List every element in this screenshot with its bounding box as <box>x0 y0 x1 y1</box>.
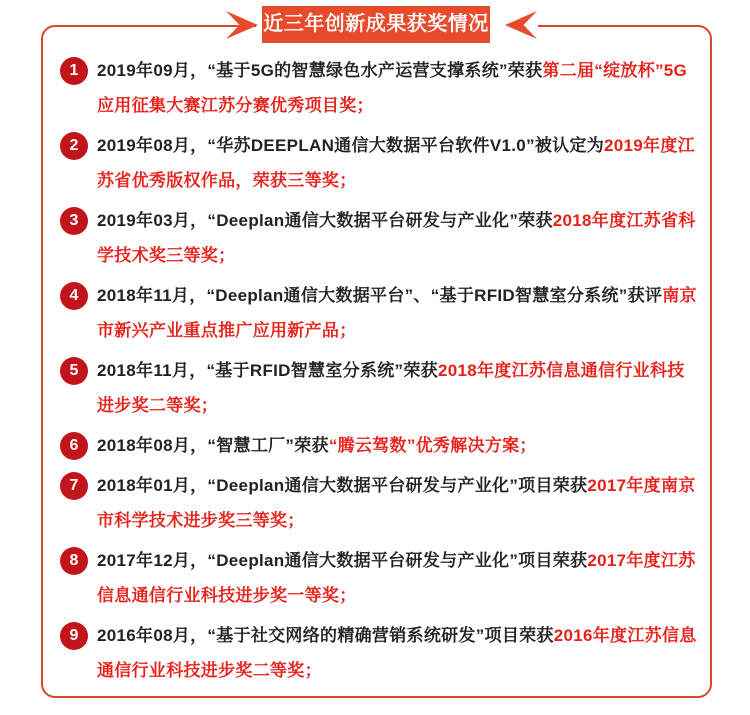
item-number-badge: 3 <box>60 207 88 235</box>
item-text <box>97 53 701 123</box>
item-text-black: 2019年03月，“Deeplan通信大数据平台研发与产业化”荣获 <box>97 211 553 230</box>
item-text-highlight: “腾云驾数”优秀解决方案； <box>328 436 537 455</box>
item-number-badge: 6 <box>60 432 88 460</box>
item-number-badge: 5 <box>60 357 88 385</box>
item-number-badge: 1 <box>60 57 88 85</box>
item-text <box>97 203 701 273</box>
list-item <box>60 53 705 123</box>
item-number-badge: 2 <box>60 132 88 160</box>
item-text-highlight: 2017年度南京市科学技术进步奖三等奖； <box>97 476 696 530</box>
item-text-highlight: 2016年度江苏信息通信行业科技进步奖二等奖； <box>97 626 697 680</box>
item-text <box>97 353 701 423</box>
item-text-highlight: 南京市新兴产业重点推广应用新产品； <box>97 286 697 340</box>
item-text-black: 2019年09月，“基于5G的智慧绿色水产运营支撑系统”荣获 <box>97 61 543 80</box>
item-text-highlight: 2018年度江苏省科学技术奖三等奖； <box>97 211 696 265</box>
item-text-black: 2018年11月，“基于RFID智慧室分系统”荣获 <box>97 361 438 380</box>
item-text <box>97 428 701 463</box>
item-number-badge: 7 <box>60 472 88 500</box>
list-item <box>60 428 705 463</box>
item-text-black: 2018年08月，“智慧工厂”荣获 <box>97 436 329 455</box>
item-text <box>97 278 701 348</box>
item-text <box>97 618 701 688</box>
list-item <box>60 203 705 273</box>
item-text-black: 2018年11月，“Deeplan通信大数据平台”、“基于RFID智慧室分系统”获评 <box>97 286 663 305</box>
list-item <box>60 128 705 198</box>
item-text-highlight: 2019年度江苏省优秀版权作品，荣获三等奖； <box>97 136 695 190</box>
list-item <box>60 278 705 348</box>
item-text <box>97 128 701 198</box>
item-text-highlight: 2018年度江苏信息通信行业科技进步奖二等奖； <box>97 361 685 415</box>
item-text-black: 2016年08月，“基于社交网络的精确营销系统研发”项目荣获 <box>97 626 554 645</box>
item-text-black: 2019年08月，“华苏DEEPLAN通信大数据平台软件V1.0”被认定为 <box>97 136 605 155</box>
item-text <box>97 543 701 613</box>
item-number-badge: 4 <box>60 282 88 310</box>
item-text-black: 2017年12月，“Deeplan通信大数据平台研发与产业化”项目荣获 <box>97 551 588 570</box>
list-item <box>60 543 705 613</box>
list-item <box>60 468 705 538</box>
list-item <box>60 618 705 688</box>
award-list <box>60 53 705 693</box>
item-text <box>97 468 701 538</box>
item-text-black: 2018年01月，“Deeplan通信大数据平台研发与产业化”项目荣获 <box>97 476 588 495</box>
item-text-highlight: 2017年度江苏信息通信行业科技进步奖一等奖； <box>97 551 696 605</box>
item-number-badge: 9 <box>60 622 88 650</box>
item-number-badge: 8 <box>60 547 88 575</box>
item-text-highlight: 第二届“绽放杯”5G应用征集大赛江苏分赛优秀项目奖； <box>97 61 688 115</box>
list-item <box>60 353 705 423</box>
page-title: 近三年创新成果获奖情况 <box>262 6 490 43</box>
